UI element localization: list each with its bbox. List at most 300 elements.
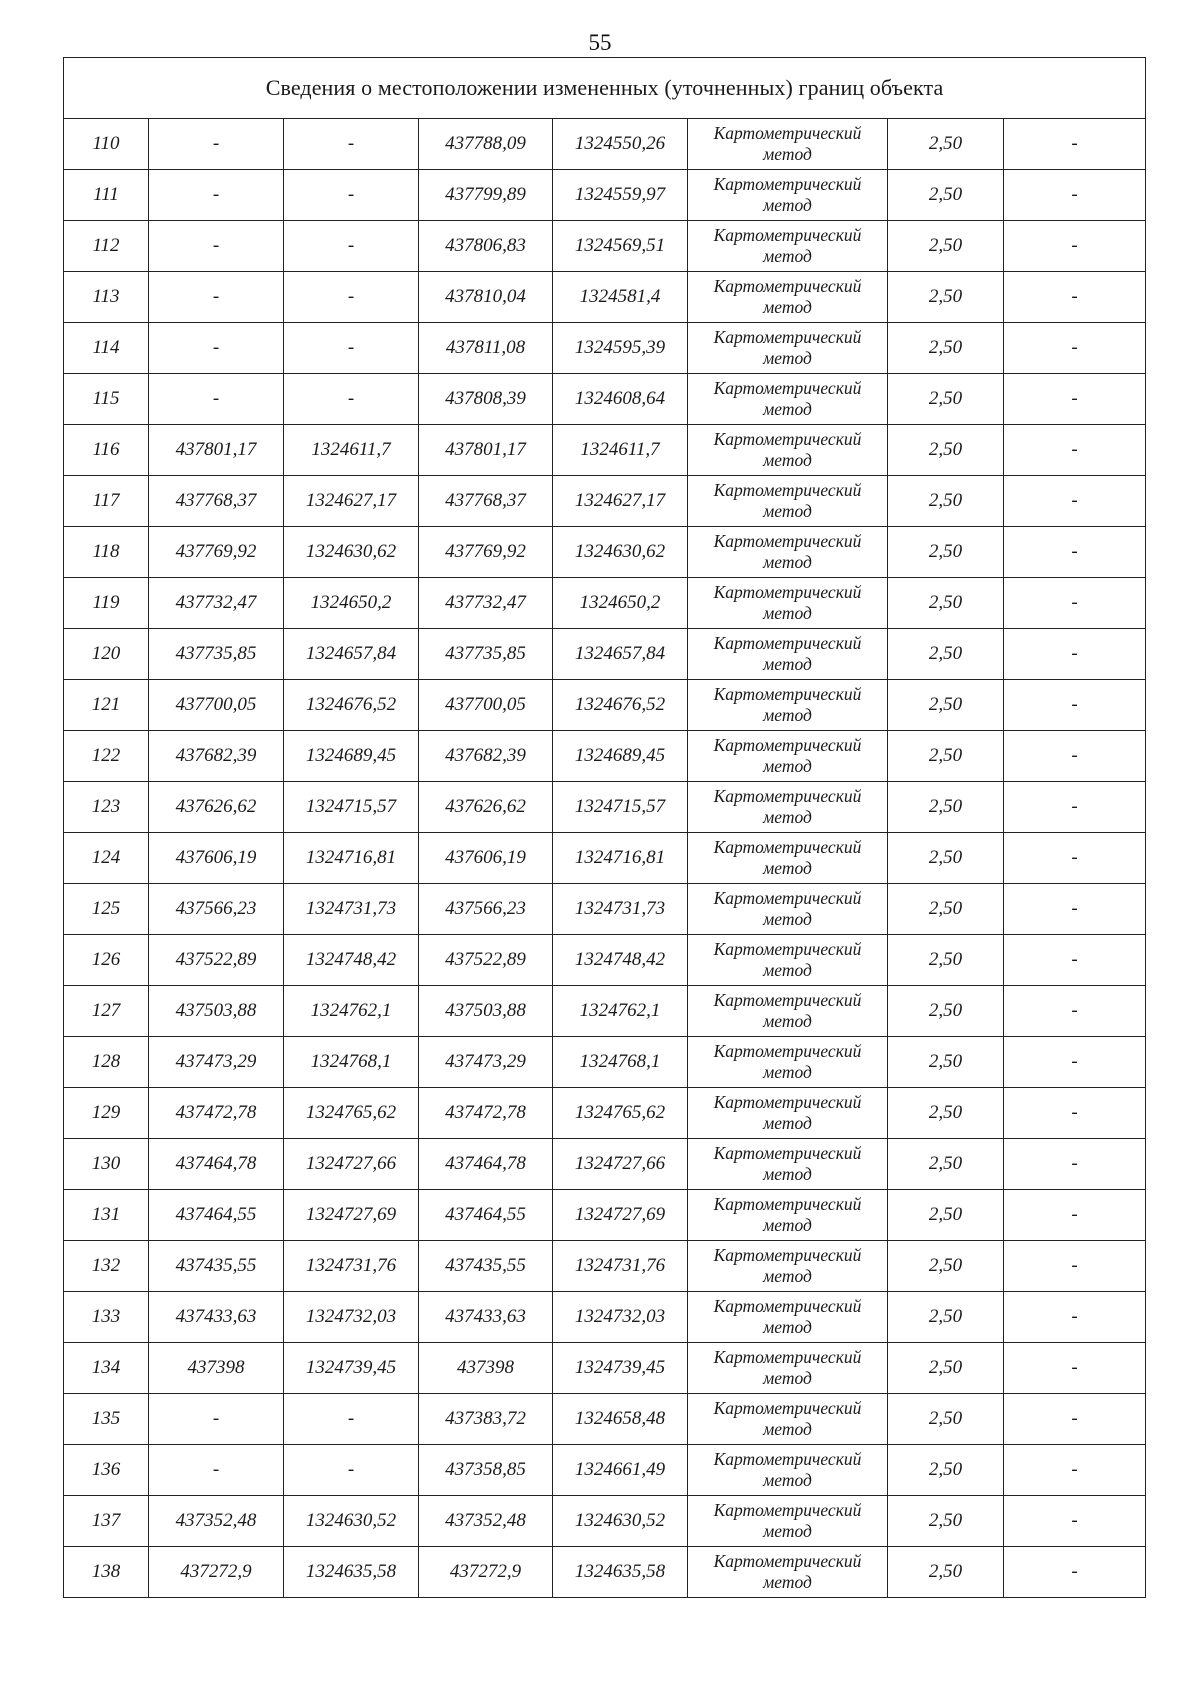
new-y-cell: 1324727,69 [553,1190,688,1241]
point-number-cell: 132 [64,1241,149,1292]
point-number-cell: 135 [64,1394,149,1445]
existing-x-cell: - [149,323,284,374]
method-cell [688,1394,888,1445]
existing-x-cell: 437503,88 [149,986,284,1037]
accuracy-cell: 2,50 [888,1037,1004,1088]
new-y-cell: 1324731,73 [553,884,688,935]
table-row [64,476,1146,527]
description-cell: - [1004,527,1146,578]
point-number-cell: 122 [64,731,149,782]
point-number-cell: 128 [64,1037,149,1088]
table-body [64,58,1146,1598]
point-number-cell: 114 [64,323,149,374]
accuracy-cell: 2,50 [888,527,1004,578]
accuracy-cell: 2,50 [888,1292,1004,1343]
new-x-cell: 437272,9 [419,1547,553,1598]
method-text-line: Картометрический [713,990,862,1010]
point-number-cell: 133 [64,1292,149,1343]
method-text-line: метод [763,858,812,878]
accuracy-cell: 2,50 [888,1496,1004,1547]
table-row [64,1037,1146,1088]
point-number-cell: 116 [64,425,149,476]
accuracy-cell: 2,50 [888,272,1004,323]
accuracy-cell: 2,50 [888,578,1004,629]
new-x-cell: 437522,89 [419,935,553,986]
accuracy-cell: 2,50 [888,1088,1004,1139]
description-cell: - [1004,1139,1146,1190]
description-cell: - [1004,680,1146,731]
method-text-line: Картометрический [713,684,862,704]
accuracy-cell: 2,50 [888,1343,1004,1394]
page-number: 55 [588,30,612,55]
method-cell [688,884,888,935]
accuracy-cell: 2,50 [888,782,1004,833]
method-text-line: Картометрический [713,1041,862,1061]
method-text-line: метод [763,144,812,164]
table-row [64,884,1146,935]
method-cell [688,1445,888,1496]
new-y-cell: 1324768,1 [553,1037,688,1088]
description-cell: - [1004,1292,1146,1343]
point-number-cell: 120 [64,629,149,680]
boundary-coordinates-table [63,57,1146,1598]
method-text-line: метод [763,705,812,725]
accuracy-cell: 2,50 [888,1445,1004,1496]
method-text-line: метод [763,501,812,521]
new-x-cell: 437398 [419,1343,553,1394]
description-cell: - [1004,1190,1146,1241]
existing-y-cell: 1324765,62 [284,1088,419,1139]
existing-x-cell: 437352,48 [149,1496,284,1547]
method-text-line: Картометрический [713,1092,862,1112]
description-cell: - [1004,782,1146,833]
new-x-cell: 437606,19 [419,833,553,884]
existing-x-cell: 437682,39 [149,731,284,782]
new-x-cell: 437801,17 [419,425,553,476]
new-y-cell: 1324569,51 [553,221,688,272]
existing-x-cell: 437566,23 [149,884,284,935]
method-text-line: Картометрический [713,888,862,908]
table-row [64,527,1146,578]
existing-y-cell: - [284,119,419,170]
existing-y-cell: - [284,272,419,323]
method-cell [688,323,888,374]
table-row [64,1139,1146,1190]
accuracy-cell: 2,50 [888,221,1004,272]
accuracy-cell: 2,50 [888,425,1004,476]
method-text-line: метод [763,552,812,572]
point-number-cell: 113 [64,272,149,323]
new-x-cell: 437768,37 [419,476,553,527]
table-row [64,986,1146,1037]
point-number-cell: 138 [64,1547,149,1598]
new-y-cell: 1324657,84 [553,629,688,680]
method-text-line: метод [763,756,812,776]
existing-x-cell: - [149,221,284,272]
method-text-line: метод [763,1368,812,1388]
point-number-cell: 118 [64,527,149,578]
method-cell [688,1547,888,1598]
existing-x-cell: 437464,78 [149,1139,284,1190]
method-text-line: Картометрический [713,582,862,602]
point-number-cell: 121 [64,680,149,731]
method-cell [688,629,888,680]
new-x-cell: 437735,85 [419,629,553,680]
description-cell: - [1004,374,1146,425]
accuracy-cell: 2,50 [888,1190,1004,1241]
method-text-line: метод [763,246,812,266]
existing-y-cell: 1324630,62 [284,527,419,578]
new-x-cell: 437464,55 [419,1190,553,1241]
method-text-line: метод [763,909,812,929]
method-text-line: метод [763,1470,812,1490]
description-cell: - [1004,1394,1146,1445]
existing-x-cell: 437801,17 [149,425,284,476]
existing-x-cell: - [149,119,284,170]
new-y-cell: 1324715,57 [553,782,688,833]
existing-x-cell: 437606,19 [149,833,284,884]
description-cell: - [1004,935,1146,986]
accuracy-cell: 2,50 [888,170,1004,221]
new-y-cell: 1324630,62 [553,527,688,578]
existing-y-cell: 1324762,1 [284,986,419,1037]
method-cell [688,782,888,833]
table-title: Сведения о местоположении измененных (уточненных) границ объекта [64,58,1146,119]
description-cell: - [1004,578,1146,629]
new-y-cell: 1324635,58 [553,1547,688,1598]
table-row [64,1547,1146,1598]
description-cell: - [1004,1547,1146,1598]
accuracy-cell: 2,50 [888,476,1004,527]
new-x-cell: 437503,88 [419,986,553,1037]
new-x-cell: 437464,78 [419,1139,553,1190]
new-x-cell: 437732,47 [419,578,553,629]
accuracy-cell: 2,50 [888,986,1004,1037]
point-number-cell: 136 [64,1445,149,1496]
method-text-line: Картометрический [713,786,862,806]
new-y-cell: 1324611,7 [553,425,688,476]
method-cell [688,272,888,323]
existing-y-cell: 1324630,52 [284,1496,419,1547]
existing-x-cell: 437464,55 [149,1190,284,1241]
method-text-line: Картометрический [713,276,862,296]
existing-y-cell: 1324689,45 [284,731,419,782]
method-text-line: метод [763,1266,812,1286]
method-text-line: Картометрический [713,123,862,143]
description-cell: - [1004,731,1146,782]
existing-x-cell: - [149,170,284,221]
description-cell: - [1004,272,1146,323]
new-x-cell: 437473,29 [419,1037,553,1088]
accuracy-cell: 2,50 [888,119,1004,170]
new-y-cell: 1324676,52 [553,680,688,731]
new-y-cell: 1324630,52 [553,1496,688,1547]
existing-x-cell: - [149,374,284,425]
method-text-line: метод [763,450,812,470]
method-cell [688,1241,888,1292]
table-row [64,1343,1146,1394]
existing-y-cell: 1324727,66 [284,1139,419,1190]
method-cell [688,1037,888,1088]
existing-y-cell: 1324731,76 [284,1241,419,1292]
existing-x-cell: 437398 [149,1343,284,1394]
point-number-cell: 137 [64,1496,149,1547]
existing-x-cell: 437735,85 [149,629,284,680]
new-y-cell: 1324739,45 [553,1343,688,1394]
method-cell [688,170,888,221]
existing-x-cell: 437769,92 [149,527,284,578]
existing-x-cell: 437768,37 [149,476,284,527]
description-cell: - [1004,1088,1146,1139]
existing-x-cell: 437272,9 [149,1547,284,1598]
point-number-cell: 115 [64,374,149,425]
existing-x-cell: 437700,05 [149,680,284,731]
method-text-line: метод [763,1419,812,1439]
method-text-line: Картометрический [713,1398,862,1418]
method-cell [688,1088,888,1139]
existing-x-cell: - [149,1445,284,1496]
method-text-line: Картометрический [713,939,862,959]
new-x-cell: 437433,63 [419,1292,553,1343]
point-number-cell: 111 [64,170,149,221]
method-text-line: Картометрический [713,735,862,755]
point-number-cell: 110 [64,119,149,170]
method-text-line: метод [763,1011,812,1031]
method-text-line: Картометрический [713,837,862,857]
table-row [64,935,1146,986]
existing-y-cell: 1324650,2 [284,578,419,629]
new-x-cell: 437566,23 [419,884,553,935]
method-cell [688,425,888,476]
new-y-cell: 1324727,66 [553,1139,688,1190]
table-row [64,680,1146,731]
description-cell: - [1004,119,1146,170]
description-cell: - [1004,1241,1146,1292]
description-cell: - [1004,884,1146,935]
point-number-cell: 127 [64,986,149,1037]
new-x-cell: 437808,39 [419,374,553,425]
method-text-line: Картометрический [713,327,862,347]
new-y-cell: 1324661,49 [553,1445,688,1496]
existing-y-cell: 1324611,7 [284,425,419,476]
method-text-line: метод [763,603,812,623]
table-row [64,1088,1146,1139]
method-text-line: Картометрический [713,1347,862,1367]
existing-y-cell: - [284,1394,419,1445]
existing-x-cell: 437626,62 [149,782,284,833]
method-text-line: Картометрический [713,378,862,398]
new-x-cell: 437472,78 [419,1088,553,1139]
new-y-cell: 1324550,26 [553,119,688,170]
method-text-line: метод [763,1521,812,1541]
new-x-cell: 437811,08 [419,323,553,374]
point-number-cell: 131 [64,1190,149,1241]
method-cell [688,986,888,1037]
point-number-cell: 129 [64,1088,149,1139]
accuracy-cell: 2,50 [888,1241,1004,1292]
new-y-cell: 1324762,1 [553,986,688,1037]
new-y-cell: 1324627,17 [553,476,688,527]
table-row [64,374,1146,425]
new-x-cell: 437769,92 [419,527,553,578]
new-x-cell: 437788,09 [419,119,553,170]
description-cell: - [1004,425,1146,476]
description-cell: - [1004,221,1146,272]
existing-x-cell: 437473,29 [149,1037,284,1088]
table-row [64,1292,1146,1343]
point-number-cell: 117 [64,476,149,527]
method-text-line: метод [763,1317,812,1337]
new-y-cell: 1324689,45 [553,731,688,782]
new-y-cell: 1324765,62 [553,1088,688,1139]
method-cell [688,1190,888,1241]
description-cell: - [1004,323,1146,374]
new-x-cell: 437700,05 [419,680,553,731]
method-text-line: метод [763,348,812,368]
existing-y-cell: 1324727,69 [284,1190,419,1241]
method-text-line: Картометрический [713,1449,862,1469]
table-row [64,272,1146,323]
existing-x-cell: 437732,47 [149,578,284,629]
method-text-line: метод [763,807,812,827]
table-row [64,323,1146,374]
description-cell: - [1004,1037,1146,1088]
method-text-line: Картометрический [713,225,862,245]
table-row [64,1445,1146,1496]
table-row [64,1241,1146,1292]
method-text-line: Картометрический [713,1245,862,1265]
table-row [64,629,1146,680]
new-y-cell: 1324658,48 [553,1394,688,1445]
new-x-cell: 437358,85 [419,1445,553,1496]
accuracy-cell: 2,50 [888,323,1004,374]
new-y-cell: 1324731,76 [553,1241,688,1292]
method-text-line: метод [763,195,812,215]
description-cell: - [1004,629,1146,680]
accuracy-cell: 2,50 [888,1139,1004,1190]
new-x-cell: 437799,89 [419,170,553,221]
method-cell [688,578,888,629]
existing-y-cell: 1324768,1 [284,1037,419,1088]
accuracy-cell: 2,50 [888,629,1004,680]
method-text-line: Картометрический [713,531,862,551]
new-y-cell: 1324716,81 [553,833,688,884]
new-y-cell: 1324732,03 [553,1292,688,1343]
accuracy-cell: 2,50 [888,680,1004,731]
existing-x-cell: - [149,272,284,323]
method-cell [688,1343,888,1394]
new-x-cell: 437806,83 [419,221,553,272]
table-row [64,119,1146,170]
existing-y-cell: 1324627,17 [284,476,419,527]
existing-x-cell: 437472,78 [149,1088,284,1139]
method-text-line: метод [763,960,812,980]
accuracy-cell: 2,50 [888,731,1004,782]
description-cell: - [1004,1445,1146,1496]
description-cell: - [1004,1496,1146,1547]
existing-y-cell: 1324676,52 [284,680,419,731]
new-y-cell: 1324748,42 [553,935,688,986]
new-x-cell: 437626,62 [419,782,553,833]
existing-y-cell: 1324716,81 [284,833,419,884]
new-x-cell: 437810,04 [419,272,553,323]
existing-y-cell: - [284,374,419,425]
accuracy-cell: 2,50 [888,833,1004,884]
existing-y-cell: 1324657,84 [284,629,419,680]
method-text-line: метод [763,1215,812,1235]
method-text-line: метод [763,399,812,419]
new-x-cell: 437352,48 [419,1496,553,1547]
point-number-cell: 112 [64,221,149,272]
method-text-line: Картометрический [713,429,862,449]
accuracy-cell: 2,50 [888,374,1004,425]
new-y-cell: 1324581,4 [553,272,688,323]
method-text-line: Картометрический [713,1500,862,1520]
description-cell: - [1004,170,1146,221]
new-x-cell: 437435,55 [419,1241,553,1292]
accuracy-cell: 2,50 [888,884,1004,935]
method-text-line: Картометрический [713,1194,862,1214]
new-y-cell: 1324595,39 [553,323,688,374]
table-row [64,1496,1146,1547]
new-x-cell: 437682,39 [419,731,553,782]
description-cell: - [1004,986,1146,1037]
method-cell [688,1496,888,1547]
existing-x-cell: 437522,89 [149,935,284,986]
new-y-cell: 1324559,97 [553,170,688,221]
new-x-cell: 437383,72 [419,1394,553,1445]
method-cell [688,221,888,272]
method-cell [688,374,888,425]
method-cell [688,1139,888,1190]
method-cell [688,680,888,731]
method-text-line: Картометрический [713,174,862,194]
existing-x-cell: 437433,63 [149,1292,284,1343]
method-text-line: метод [763,654,812,674]
method-text-line: метод [763,297,812,317]
accuracy-cell: 2,50 [888,1547,1004,1598]
method-text-line: метод [763,1164,812,1184]
method-text-line: метод [763,1113,812,1133]
existing-y-cell: 1324748,42 [284,935,419,986]
point-number-cell: 130 [64,1139,149,1190]
existing-x-cell: 437435,55 [149,1241,284,1292]
description-cell: - [1004,833,1146,884]
method-text-line: Картометрический [713,1551,862,1571]
existing-y-cell: 1324731,73 [284,884,419,935]
method-text-line: Картометрический [713,1296,862,1316]
method-cell [688,119,888,170]
accuracy-cell: 2,50 [888,1394,1004,1445]
table-row [64,170,1146,221]
table-row [64,782,1146,833]
table-title-row [64,58,1146,119]
method-text-line: метод [763,1572,812,1592]
point-number-cell: 124 [64,833,149,884]
table-row [64,731,1146,782]
table-row [64,1394,1146,1445]
point-number-cell: 134 [64,1343,149,1394]
new-y-cell: 1324650,2 [553,578,688,629]
method-text-line: Картометрический [713,1143,862,1163]
existing-y-cell: - [284,323,419,374]
method-cell [688,1292,888,1343]
table-row [64,833,1146,884]
method-cell [688,476,888,527]
method-cell [688,935,888,986]
method-text-line: метод [763,1062,812,1082]
existing-y-cell: 1324635,58 [284,1547,419,1598]
